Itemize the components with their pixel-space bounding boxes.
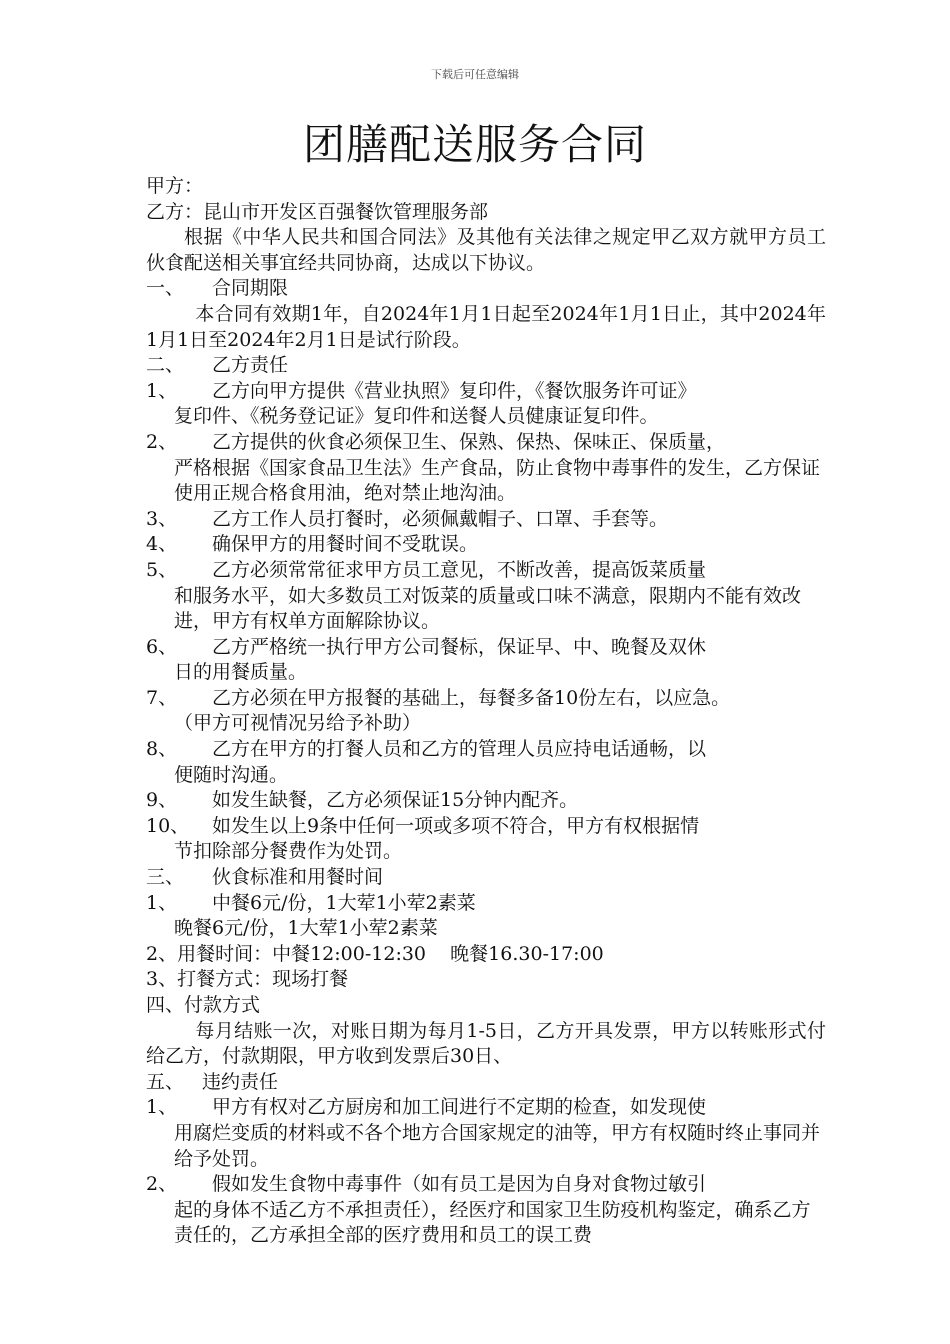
section-2-heading	[146, 353, 826, 379]
section-4-heading: 四、付款方式	[146, 994, 261, 1016]
party-b: 乙方：昆山市开发区百强餐饮管理服务部	[146, 200, 489, 223]
list-item	[146, 814, 826, 865]
item-text-cont: 节扣除部分餐费作为处罚。	[174, 840, 403, 863]
item-text: 乙方提供的伙食必须保卫生、保熟、保热、保味正、保质量，	[212, 430, 726, 453]
item-number: 2、	[146, 430, 178, 453]
section-3-heading	[146, 865, 826, 891]
item-number: 1、	[146, 379, 178, 402]
item-text-cont: 用腐烂变质的材料或不各个地方合国家规定的油等，甲方有权随时终止事同并给予处罚。	[174, 1121, 821, 1170]
item-text: 乙方必须在甲方报餐的基础上，每餐多备10份左右，以应急。	[212, 686, 731, 709]
item-text: 如发生以上9条中任何一项或多项不符合，甲方有权根据情	[212, 814, 700, 837]
section-number: 二、	[146, 354, 185, 377]
item-number: 6、	[146, 635, 178, 658]
section-title: 合同期限	[212, 277, 289, 300]
item-text: 甲方有权对乙方厨房和加工间进行不定期的检查，如发现使	[212, 1096, 707, 1119]
item-text: 假如发生食物中毒事件（如有员工是因为自身对食物过敏引	[212, 1173, 707, 1196]
item-text-cont: 日的用餐质量。	[174, 661, 308, 684]
meal-time: 2、用餐时间：中餐12:00-12:30 晚餐16.30-17:00	[146, 942, 604, 965]
party-a: 甲方：	[146, 175, 204, 197]
section-1-body: 本合同有效期1年，自2024年1月1日起至2024年1月1日止，其中2024年1月1日至2024年2月1日是试行阶段。	[146, 302, 826, 351]
section-5-heading	[146, 1070, 826, 1096]
list-item	[146, 1172, 826, 1249]
item-text: 乙方工作人员打餐时，必须佩戴帽子、口罩、手套等。	[212, 507, 669, 530]
document-title: 团膳配送服务合同	[302, 120, 647, 169]
item-text-cont: 便随时沟通。	[174, 763, 289, 786]
section-number: 三、	[146, 866, 185, 889]
item-number: 2、	[146, 1173, 178, 1196]
contract-body	[146, 174, 826, 1249]
item-text-cont: 严格根据《国家食品卫生法》生产食品，防止食物中毒事件的发生，乙方保证使用正规合格食用油，绝对禁止地沟油。	[174, 456, 821, 505]
list-item	[146, 737, 826, 788]
list-item	[146, 891, 826, 942]
list-item	[146, 635, 826, 686]
item-text-cont: 起的身体不适乙方不承担责任），经医疗和国家卫生防疫机构鉴定，确系乙方责任的，乙方承担全部的医疗费用和员工的误工费	[174, 1198, 811, 1247]
serving-method: 3、打餐方式：现场打餐	[146, 968, 349, 991]
list-item	[146, 558, 826, 635]
item-text: 确保甲方的用餐时间不受耽误。	[212, 533, 479, 556]
list-item	[146, 379, 826, 430]
section-4-body: 每月结账一次，对账日期为每月1-5日，乙方开具发票，甲方以转账形式付给乙方，付款期限，甲方收到发票后30日、	[146, 1019, 826, 1068]
item-number: 3、	[146, 507, 178, 530]
section-title: 违约责任	[202, 1070, 279, 1093]
item-number: 10、	[146, 814, 190, 837]
item-text: 如发生缺餐，乙方必须保证15分钟内配齐。	[212, 789, 579, 812]
list-item	[146, 532, 826, 558]
section-number: 一、	[146, 277, 185, 300]
header-note: 下载后可任意编辑	[431, 68, 519, 81]
list-item	[146, 788, 826, 814]
item-text: 乙方必须常常征求甲方员工意见，不断改善，提高饭菜质量	[212, 558, 707, 581]
section-number: 五、	[146, 1070, 185, 1093]
item-text-cont: 复印件、《税务登记证》复印件和送餐人员健康证复印件。	[174, 405, 659, 428]
section-1-heading	[146, 276, 826, 302]
list-item	[146, 430, 826, 507]
section-title: 乙方责任	[212, 354, 289, 377]
list-item	[146, 1095, 826, 1172]
list-item	[146, 507, 826, 533]
item-text: 乙方向甲方提供《营业执照》复印件，《餐饮服务许可证》	[212, 379, 697, 402]
item-number: 9、	[146, 789, 178, 812]
intro-paragraph: 根据《中华人民共和国合同法》及其他有关法律之规定甲乙双方就甲方员工伙食配送相关事宜经共同协商，达成以下协议。	[146, 226, 826, 274]
item-text-cont: 和服务水平，如大多数员工对饭菜的质量或口味不满意，限期内不能有效改进，甲方有权单方面解除协议。	[174, 584, 802, 633]
item-number: 1、	[146, 1096, 178, 1119]
item-text: 乙方在甲方的打餐人员和乙方的管理人员应持电话通畅，以	[212, 738, 707, 761]
item-number: 4、	[146, 533, 178, 556]
item-number: 8、	[146, 738, 178, 761]
dinner-standard: 晚餐6元/份，1大荤1小荤2素菜	[174, 917, 438, 940]
item-number: 7、	[146, 686, 178, 709]
item-text: 乙方严格统一执行甲方公司餐标，保证早、中、晚餐及双休	[212, 635, 707, 658]
section-title: 伙食标准和用餐时间	[212, 866, 384, 889]
item-number: 1、	[146, 891, 178, 914]
lunch-standard: 中餐6元/份，1大荤1小荤2素菜	[212, 891, 476, 914]
item-text-cont: （甲方可视情况另给予补助）	[174, 712, 422, 735]
list-item	[146, 686, 826, 737]
item-number: 5、	[146, 558, 178, 581]
